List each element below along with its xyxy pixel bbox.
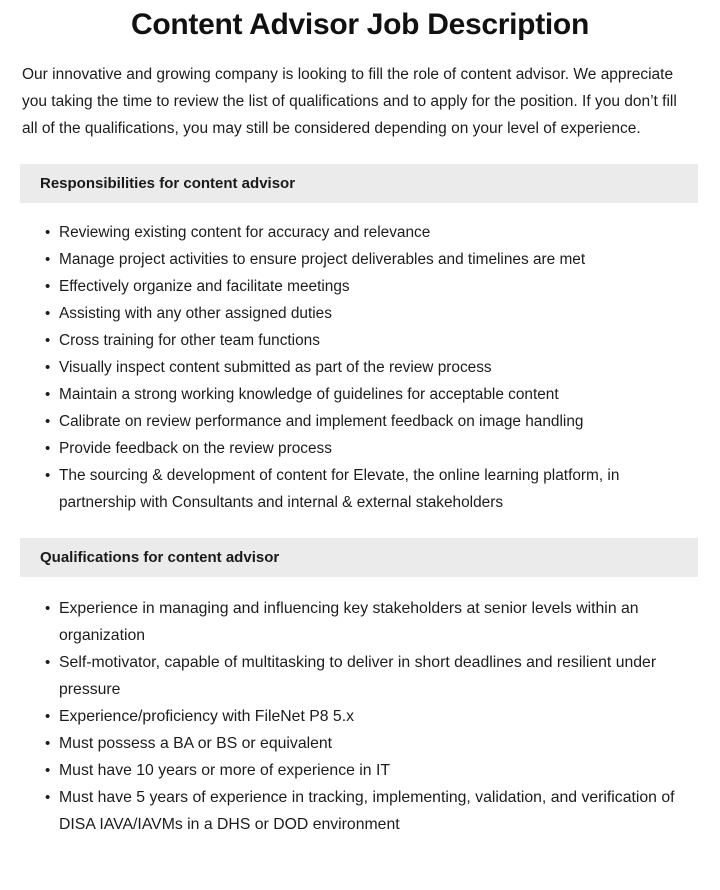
list-item xyxy=(45,381,700,408)
bullet-icon: • xyxy=(45,440,51,457)
list-item xyxy=(45,703,700,730)
list-item-text: Assisting with any other assigned duties xyxy=(59,305,332,322)
section-heading-label: Responsibilities for content advisor xyxy=(40,175,296,192)
list-item-text: Experience/proficiency with FileNet P8 5.x xyxy=(59,708,355,725)
section-header-responsibilities xyxy=(20,164,698,203)
list-item-text: Provide feedback on the review process xyxy=(59,440,332,457)
list-item-text: Experience in managing and influencing key stakeholders at senior levels within an organization xyxy=(59,600,639,644)
section-heading-label: Qualifications for content advisor xyxy=(40,549,280,566)
bullet-icon: • xyxy=(45,251,51,268)
list-item-text: Manage project activities to ensure project deliverables and timelines are met xyxy=(59,251,586,268)
list-item xyxy=(45,273,700,300)
bullet-icon: • xyxy=(45,359,51,376)
list-item xyxy=(45,300,700,327)
list-item xyxy=(45,462,700,516)
list-item xyxy=(45,649,700,703)
bullet-icon: • xyxy=(45,224,51,241)
list-item-text: Cross training for other team functions xyxy=(59,332,320,349)
bullet-icon: • xyxy=(45,386,51,403)
list-item xyxy=(45,784,700,838)
bullet-icon: • xyxy=(45,789,51,806)
bullet-icon: • xyxy=(45,278,51,295)
list-item xyxy=(45,327,700,354)
list-item xyxy=(45,246,700,273)
list-item-text: The sourcing & development of content for Elevate, the online learning platform, in partnership with Consultants and internal & external stakeholders xyxy=(59,467,620,511)
bullet-icon: • xyxy=(45,467,51,484)
bullet-icon: • xyxy=(45,654,51,671)
bullet-icon: • xyxy=(45,332,51,349)
list-item-text: Reviewing existing content for accuracy and relevance xyxy=(59,224,431,241)
bullet-icon: • xyxy=(45,600,51,617)
bullet-icon: • xyxy=(45,305,51,322)
list-item xyxy=(45,219,700,246)
section-header-qualifications xyxy=(20,538,698,577)
bullet-icon: • xyxy=(45,413,51,430)
list-item-text: Self-motivator, capable of multitasking to deliver in short deadlines and resilient under pressure xyxy=(59,654,657,698)
list-item xyxy=(45,730,700,757)
responsibilities-list xyxy=(0,203,720,516)
bullet-icon: • xyxy=(45,708,51,725)
list-item-text: Calibrate on review performance and implement feedback on image handling xyxy=(59,413,584,430)
qualifications-list xyxy=(0,577,720,838)
list-item xyxy=(45,757,700,784)
list-item-text: Must have 5 years of experience in tracking, implementing, validation, and verification of DISA IAVA/IAVMs in a DHS or DOD environment xyxy=(59,789,675,833)
list-item-text: Must have 10 years or more of experience in IT xyxy=(59,762,391,779)
list-item xyxy=(45,408,700,435)
list-item-text: Must possess a BA or BS or equivalent xyxy=(59,735,333,752)
list-item xyxy=(45,354,700,381)
list-item-text: Visually inspect content submitted as part of the review process xyxy=(59,359,492,376)
list-item-text: Maintain a strong working knowledge of guidelines for acceptable content xyxy=(59,386,559,403)
list-item xyxy=(45,435,700,462)
page-title: Content Advisor Job Description xyxy=(131,8,589,41)
bullet-icon: • xyxy=(45,735,51,752)
list-item xyxy=(45,595,700,649)
list-item-text: Effectively organize and facilitate meetings xyxy=(59,278,350,295)
intro-paragraph: Our innovative and growing company is looking to fill the role of content advisor. We appreciate you taking the time to review the list of qualifications and to apply for the position. If you don’t fill all of the qualifications, you may still be considered depending on your level of experience. xyxy=(22,66,677,137)
bullet-icon: • xyxy=(45,762,51,779)
